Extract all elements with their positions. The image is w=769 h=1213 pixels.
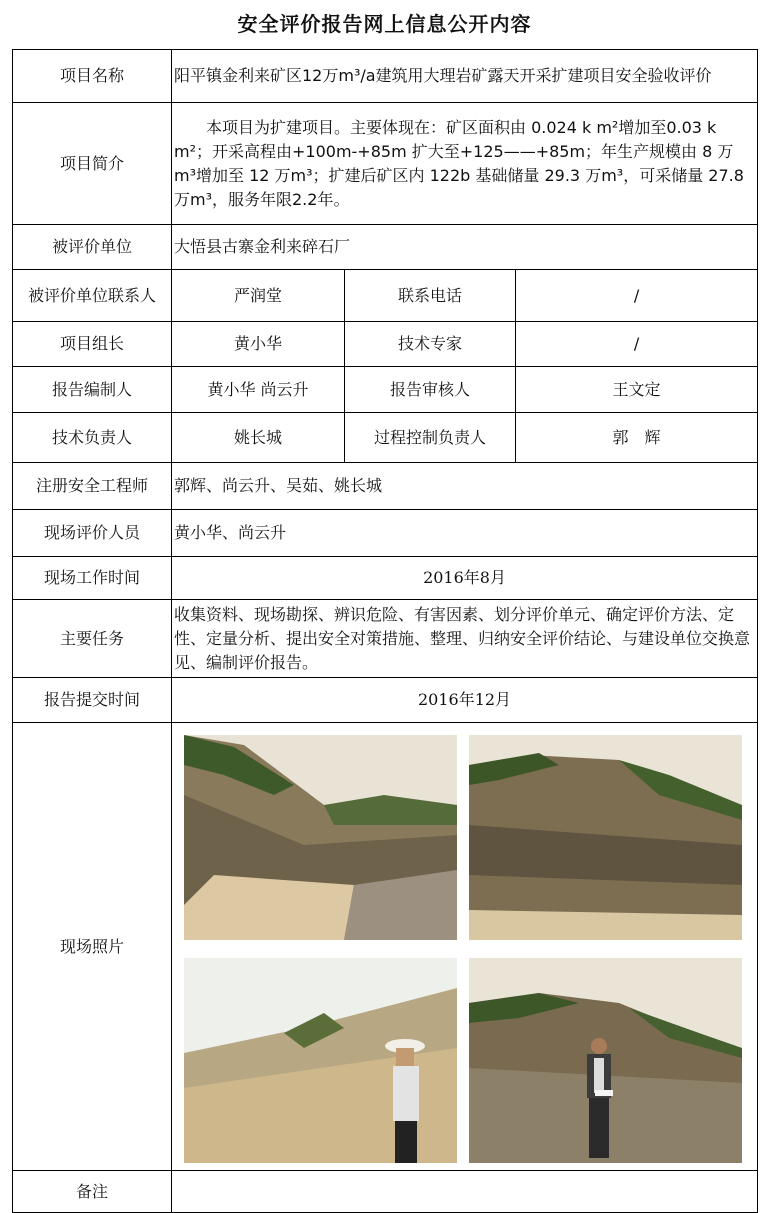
row-tech-lead <box>13 413 758 463</box>
engineers-label: 注册安全工程师 <box>13 463 172 510</box>
tech-lead-value: 姚长城 <box>172 413 345 463</box>
row-project-name <box>13 50 758 103</box>
submit-time-value: 2016年12月 <box>172 678 758 723</box>
project-intro-value: 本项目为扩建项目。主要体现在：矿区面积由 0.024 k m²增加至0.03 k m²；开采高程由+100m-+85m 扩大至+125——+85m；年生产规模由 8 万m³增加至 12 万m³；扩建后矿区内 122b 基础储量 29.3 万m³，可采储量 27.8万m³，服务年限2.2年。 <box>172 103 758 225</box>
row-engineers <box>13 463 758 510</box>
row-site-time <box>13 557 758 600</box>
tasks-value: 收集资料、现场勘探、辨识危险、有害因素、划分评价单元、确定评价方法、定性、定量分析、提出安全对策措施、整理、归纳安全评价结论、与建设单位交换意见、编制评价报告。 <box>172 600 758 678</box>
photos-label: 现场照片 <box>13 723 172 1171</box>
remarks-value <box>172 1171 758 1213</box>
site-photo-rock-face <box>469 735 742 940</box>
row-photos <box>13 723 758 1171</box>
reviewer-label: 报告审核人 <box>345 367 516 413</box>
leader-value: 黄小华 <box>172 322 345 367</box>
contact-label: 被评价单位联系人 <box>13 270 172 322</box>
expert-value: / <box>516 322 758 367</box>
row-contact <box>13 270 758 322</box>
photos-cell <box>172 723 758 1171</box>
site-photo-quarry-pit <box>184 735 457 940</box>
site-photo-inspector-hat <box>184 958 457 1163</box>
project-intro-label: 项目简介 <box>13 103 172 225</box>
process-control-label: 过程控制负责人 <box>345 413 516 463</box>
site-photo-inspector-clipboard <box>469 958 742 1163</box>
submit-time-label: 报告提交时间 <box>13 678 172 723</box>
engineers-value: 郭辉、尚云升、吴茹、姚长城 <box>172 463 758 510</box>
evaluated-unit-value: 大悟县古寨金利来碎石厂 <box>172 225 758 270</box>
row-compiler <box>13 367 758 413</box>
row-remarks <box>13 1171 758 1213</box>
phone-value: / <box>516 270 758 322</box>
leader-label: 项目组长 <box>13 322 172 367</box>
photo-grid <box>172 727 757 1167</box>
row-project-intro <box>13 103 758 225</box>
remarks-label: 备注 <box>13 1171 172 1213</box>
site-time-label: 现场工作时间 <box>13 557 172 600</box>
compiler-label: 报告编制人 <box>13 367 172 413</box>
evaluated-unit-label: 被评价单位 <box>13 225 172 270</box>
contact-value: 严润堂 <box>172 270 345 322</box>
tech-lead-label: 技术负责人 <box>13 413 172 463</box>
row-submit-time <box>13 678 758 723</box>
project-name-value: 阳平镇金利来矿区12万m³/a建筑用大理岩矿露天开采扩建项目安全验收评价 <box>172 50 758 103</box>
tasks-label: 主要任务 <box>13 600 172 678</box>
expert-label: 技术专家 <box>345 322 516 367</box>
site-staff-label: 现场评价人员 <box>13 510 172 557</box>
row-site-staff <box>13 510 758 557</box>
row-tasks <box>13 600 758 678</box>
page-title: 安全评价报告网上信息公开内容 <box>237 12 532 36</box>
site-time-value: 2016年8月 <box>172 557 758 600</box>
site-staff-value: 黄小华、尚云升 <box>172 510 758 557</box>
compiler-value: 黄小华 尚云升 <box>172 367 345 413</box>
reviewer-value: 王文定 <box>516 367 758 413</box>
info-table <box>12 49 758 1213</box>
row-evaluated-unit <box>13 225 758 270</box>
project-name-label: 项目名称 <box>13 50 172 103</box>
process-control-value: 郭 辉 <box>516 413 758 463</box>
row-leader <box>13 322 758 367</box>
phone-label: 联系电话 <box>345 270 516 322</box>
